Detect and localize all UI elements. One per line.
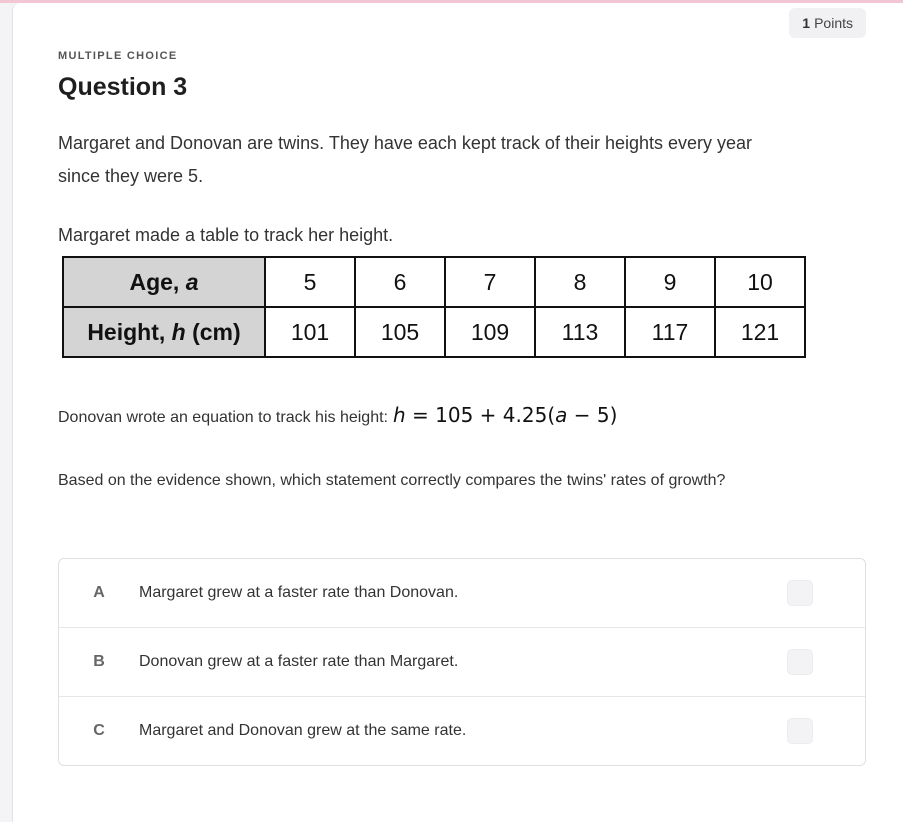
points-badge xyxy=(789,8,866,38)
age-row xyxy=(63,257,805,307)
equation-lead: Donovan wrote an equation to track his height: xyxy=(58,409,388,426)
height-cell: 109 xyxy=(445,307,535,357)
age-cell: 5 xyxy=(265,257,355,307)
equation-line xyxy=(58,403,617,427)
choice-text: Margaret and Donovan grew at the same rate. xyxy=(139,722,467,739)
points-value: 1 xyxy=(802,15,811,31)
question-prompt: Based on the evidence shown, which statement correctly compares the twins' rates of growth? xyxy=(58,472,726,489)
height-cell: 117 xyxy=(625,307,715,357)
choice-b[interactable] xyxy=(59,628,865,697)
choice-letter: A xyxy=(93,584,105,601)
height-cell: 105 xyxy=(355,307,445,357)
age-cell: 7 xyxy=(445,257,535,307)
question-type-label: MULTIPLE CHOICE xyxy=(58,50,178,62)
choice-text: Margaret grew at a faster rate than Donovan. xyxy=(139,584,459,601)
question-title: Question 3 xyxy=(58,73,188,101)
choice-checkbox[interactable] xyxy=(787,649,813,675)
height-table xyxy=(62,256,806,358)
age-cell: 9 xyxy=(625,257,715,307)
answer-choices xyxy=(58,558,866,766)
points-label: Points xyxy=(814,15,853,31)
question-card xyxy=(12,3,903,822)
age-cell: 10 xyxy=(715,257,805,307)
choice-letter: B xyxy=(93,653,105,670)
choice-c[interactable] xyxy=(59,697,865,765)
age-cell: 8 xyxy=(535,257,625,307)
choice-checkbox[interactable] xyxy=(787,580,813,606)
height-cell: 121 xyxy=(715,307,805,357)
table-intro: Margaret made a table to track her height. xyxy=(58,225,394,245)
equation: h = 105 + 4.25(a − 5) xyxy=(392,403,618,427)
choice-checkbox[interactable] xyxy=(787,718,813,744)
choice-text: Donovan grew at a faster rate than Margaret. xyxy=(139,653,459,670)
question-intro: Margaret and Donovan are twins. They have each kept track of their heights every year since they were 5. xyxy=(58,133,753,186)
height-row xyxy=(63,307,805,357)
height-row-header: Height, h (cm) xyxy=(63,307,265,357)
height-cell: 101 xyxy=(265,307,355,357)
age-cell: 6 xyxy=(355,257,445,307)
height-cell: 113 xyxy=(535,307,625,357)
age-row-header: Age, a xyxy=(63,257,265,307)
choice-a[interactable] xyxy=(59,559,865,628)
choice-letter: C xyxy=(93,722,105,739)
